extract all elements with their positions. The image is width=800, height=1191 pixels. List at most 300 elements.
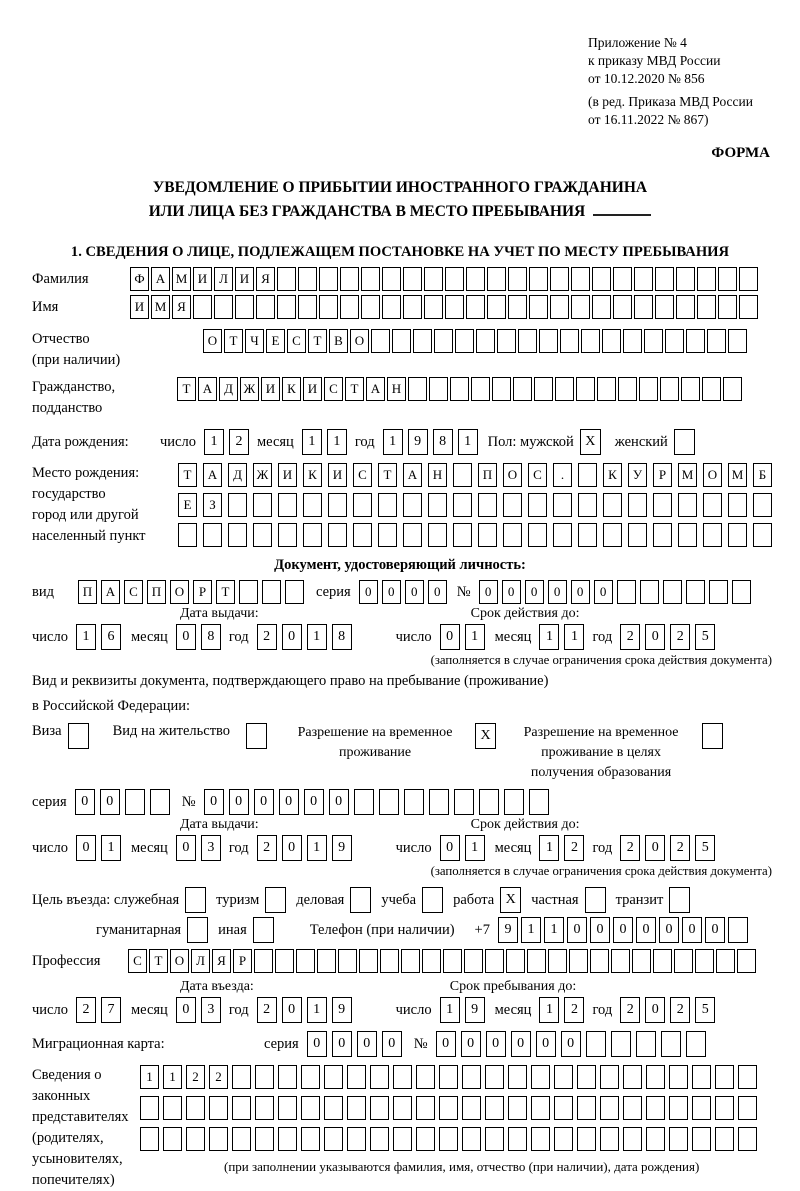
char-cell[interactable]: Ч	[245, 329, 264, 353]
char-cell[interactable]: Р	[233, 949, 252, 973]
char-cell[interactable]: О	[703, 463, 722, 487]
char-cell[interactable]	[529, 267, 548, 291]
char-cell[interactable]	[298, 295, 317, 319]
char-cell[interactable]: Л	[214, 267, 233, 291]
char-cell[interactable]	[623, 1127, 642, 1151]
residence-permit-checkbox[interactable]	[246, 723, 267, 749]
char-cell[interactable]	[737, 949, 756, 973]
char-cell[interactable]	[485, 949, 504, 973]
char-cell[interactable]	[301, 1127, 320, 1151]
char-cell[interactable]: С	[353, 463, 372, 487]
char-cell[interactable]: О	[203, 329, 222, 353]
char-cell[interactable]	[428, 523, 447, 547]
char-cell[interactable]	[571, 295, 590, 319]
char-cell[interactable]	[416, 1127, 435, 1151]
char-cell[interactable]: 2	[670, 997, 690, 1023]
char-cell[interactable]	[554, 1127, 573, 1151]
char-cell[interactable]	[232, 1096, 251, 1120]
char-cell[interactable]: С	[124, 580, 143, 604]
char-cell[interactable]	[578, 493, 597, 517]
char-cell[interactable]	[453, 463, 472, 487]
char-cell[interactable]: 1	[307, 997, 327, 1023]
char-cell[interactable]: 0	[204, 789, 224, 815]
char-cell[interactable]: И	[278, 463, 297, 487]
char-cell[interactable]	[140, 1096, 159, 1120]
char-cell[interactable]	[613, 295, 632, 319]
char-cell[interactable]	[503, 493, 522, 517]
char-cell[interactable]: Б	[753, 463, 772, 487]
char-cell[interactable]	[586, 1031, 606, 1057]
char-cell[interactable]	[497, 329, 516, 353]
char-cell[interactable]	[416, 1065, 435, 1089]
sex-female-checkbox[interactable]	[674, 429, 695, 455]
char-cell[interactable]: 0	[176, 997, 196, 1023]
char-cell[interactable]: 9	[498, 917, 518, 943]
char-cell[interactable]	[674, 949, 693, 973]
char-cell[interactable]	[466, 295, 485, 319]
char-cell[interactable]	[576, 377, 595, 401]
char-cell[interactable]	[707, 329, 726, 353]
char-cell[interactable]	[738, 1096, 757, 1120]
char-cell[interactable]	[646, 1065, 665, 1089]
char-cell[interactable]: О	[170, 580, 189, 604]
char-cell[interactable]: И	[235, 267, 254, 291]
char-cell[interactable]	[285, 580, 304, 604]
char-cell[interactable]	[686, 580, 705, 604]
char-cell[interactable]	[255, 1065, 274, 1089]
char-cell[interactable]: А	[203, 463, 222, 487]
char-cell[interactable]	[324, 1127, 343, 1151]
char-cell[interactable]	[328, 493, 347, 517]
char-cell[interactable]	[577, 1096, 596, 1120]
char-cell[interactable]	[506, 949, 525, 973]
char-cell[interactable]	[623, 1096, 642, 1120]
char-cell[interactable]: 0	[254, 789, 274, 815]
char-cell[interactable]	[550, 295, 569, 319]
char-cell[interactable]: С	[128, 949, 147, 973]
char-cell[interactable]: Ж	[240, 377, 259, 401]
char-cell[interactable]	[686, 1031, 706, 1057]
char-cell[interactable]	[404, 789, 424, 815]
char-cell[interactable]: 1	[204, 429, 224, 455]
char-cell[interactable]	[485, 1065, 504, 1089]
char-cell[interactable]	[504, 789, 524, 815]
char-cell[interactable]	[340, 295, 359, 319]
char-cell[interactable]: 1	[539, 997, 559, 1023]
char-cell[interactable]: 2	[564, 997, 584, 1023]
char-cell[interactable]	[732, 580, 751, 604]
char-cell[interactable]	[660, 377, 679, 401]
char-cell[interactable]	[379, 789, 399, 815]
char-cell[interactable]	[434, 329, 453, 353]
char-cell[interactable]: 0	[282, 997, 302, 1023]
char-cell[interactable]: 5	[695, 997, 715, 1023]
char-cell[interactable]: П	[78, 580, 97, 604]
char-cell[interactable]	[554, 1065, 573, 1089]
char-cell[interactable]: С	[528, 463, 547, 487]
char-cell[interactable]	[569, 949, 588, 973]
char-cell[interactable]	[403, 493, 422, 517]
char-cell[interactable]	[301, 1065, 320, 1089]
char-cell[interactable]: Я	[256, 267, 275, 291]
char-cell[interactable]	[235, 295, 254, 319]
char-cell[interactable]: 5	[695, 835, 715, 861]
char-cell[interactable]	[653, 493, 672, 517]
char-cell[interactable]	[424, 267, 443, 291]
char-cell[interactable]	[347, 1127, 366, 1151]
char-cell[interactable]	[539, 329, 558, 353]
char-cell[interactable]: 0	[329, 789, 349, 815]
char-cell[interactable]	[354, 789, 374, 815]
char-cell[interactable]: Ф	[130, 267, 149, 291]
char-cell[interactable]	[353, 523, 372, 547]
char-cell[interactable]	[728, 329, 747, 353]
char-cell[interactable]	[476, 329, 495, 353]
char-cell[interactable]	[275, 949, 294, 973]
char-cell[interactable]	[450, 377, 469, 401]
char-cell[interactable]: 0	[705, 917, 725, 943]
char-cell[interactable]	[163, 1096, 182, 1120]
char-cell[interactable]	[214, 295, 233, 319]
char-cell[interactable]	[253, 523, 272, 547]
char-cell[interactable]	[324, 1096, 343, 1120]
char-cell[interactable]	[239, 580, 258, 604]
char-cell[interactable]: А	[198, 377, 217, 401]
char-cell[interactable]: И	[130, 295, 149, 319]
purpose-humanitarian-checkbox[interactable]	[187, 917, 208, 943]
char-cell[interactable]: 2	[564, 835, 584, 861]
char-cell[interactable]	[353, 493, 372, 517]
char-cell[interactable]: 0	[229, 789, 249, 815]
char-cell[interactable]: 2	[620, 835, 640, 861]
purpose-tourism-checkbox[interactable]	[265, 887, 286, 913]
char-cell[interactable]: А	[403, 463, 422, 487]
char-cell[interactable]: 2	[76, 997, 96, 1023]
char-cell[interactable]	[403, 523, 422, 547]
char-cell[interactable]	[209, 1096, 228, 1120]
char-cell[interactable]	[655, 267, 674, 291]
char-cell[interactable]	[462, 1096, 481, 1120]
char-cell[interactable]	[590, 949, 609, 973]
char-cell[interactable]: 0	[536, 1031, 556, 1057]
char-cell[interactable]	[632, 949, 651, 973]
char-cell[interactable]	[753, 523, 772, 547]
char-cell[interactable]: 1	[521, 917, 541, 943]
char-cell[interactable]	[681, 377, 700, 401]
char-cell[interactable]	[534, 377, 553, 401]
char-cell[interactable]: И	[193, 267, 212, 291]
char-cell[interactable]	[163, 1127, 182, 1151]
char-cell[interactable]	[634, 267, 653, 291]
char-cell[interactable]: 0	[357, 1031, 377, 1057]
char-cell[interactable]	[254, 949, 273, 973]
char-cell[interactable]: 0	[461, 1031, 481, 1057]
char-cell[interactable]	[328, 523, 347, 547]
char-cell[interactable]	[150, 789, 170, 815]
char-cell[interactable]: О	[170, 949, 189, 973]
char-cell[interactable]: У	[628, 463, 647, 487]
char-cell[interactable]	[193, 295, 212, 319]
char-cell[interactable]: 3	[201, 835, 221, 861]
char-cell[interactable]: Р	[653, 463, 672, 487]
char-cell[interactable]: 2	[229, 429, 249, 455]
char-cell[interactable]	[676, 295, 695, 319]
char-cell[interactable]	[303, 523, 322, 547]
char-cell[interactable]: 0	[636, 917, 656, 943]
char-cell[interactable]: М	[728, 463, 747, 487]
char-cell[interactable]	[697, 267, 716, 291]
char-cell[interactable]	[528, 493, 547, 517]
char-cell[interactable]: Т	[224, 329, 243, 353]
char-cell[interactable]	[462, 1127, 481, 1151]
char-cell[interactable]: 0	[502, 580, 521, 604]
char-cell[interactable]	[600, 1127, 619, 1151]
char-cell[interactable]	[256, 295, 275, 319]
purpose-study-checkbox[interactable]	[422, 887, 443, 913]
char-cell[interactable]: Н	[428, 463, 447, 487]
char-cell[interactable]	[692, 1065, 711, 1089]
char-cell[interactable]	[278, 493, 297, 517]
char-cell[interactable]	[508, 1065, 527, 1089]
char-cell[interactable]	[715, 1096, 734, 1120]
char-cell[interactable]: 0	[332, 1031, 352, 1057]
char-cell[interactable]: П	[147, 580, 166, 604]
char-cell[interactable]: В	[329, 329, 348, 353]
char-cell[interactable]	[370, 1127, 389, 1151]
char-cell[interactable]	[361, 267, 380, 291]
char-cell[interactable]	[715, 1065, 734, 1089]
char-cell[interactable]	[277, 295, 296, 319]
char-cell[interactable]	[232, 1065, 251, 1089]
edu-residence-checkbox[interactable]	[702, 723, 723, 749]
char-cell[interactable]	[592, 267, 611, 291]
char-cell[interactable]	[518, 329, 537, 353]
char-cell[interactable]	[338, 949, 357, 973]
char-cell[interactable]: 0	[382, 1031, 402, 1057]
char-cell[interactable]	[600, 1065, 619, 1089]
char-cell[interactable]	[715, 1127, 734, 1151]
char-cell[interactable]	[340, 267, 359, 291]
char-cell[interactable]	[640, 580, 659, 604]
char-cell[interactable]	[416, 1096, 435, 1120]
char-cell[interactable]	[508, 1127, 527, 1151]
char-cell[interactable]: 1	[465, 835, 485, 861]
char-cell[interactable]: 0	[645, 997, 665, 1023]
char-cell[interactable]: З	[203, 493, 222, 517]
char-cell[interactable]: 2	[620, 997, 640, 1023]
char-cell[interactable]: 2	[670, 624, 690, 650]
char-cell[interactable]	[527, 949, 546, 973]
char-cell[interactable]	[209, 1127, 228, 1151]
char-cell[interactable]	[578, 463, 597, 487]
char-cell[interactable]	[378, 523, 397, 547]
char-cell[interactable]	[455, 329, 474, 353]
char-cell[interactable]: 0	[440, 835, 460, 861]
char-cell[interactable]: К	[303, 463, 322, 487]
char-cell[interactable]: 1	[440, 997, 460, 1023]
char-cell[interactable]	[702, 377, 721, 401]
char-cell[interactable]: Л	[191, 949, 210, 973]
char-cell[interactable]: 2	[670, 835, 690, 861]
char-cell[interactable]	[319, 267, 338, 291]
char-cell[interactable]	[723, 377, 742, 401]
char-cell[interactable]	[644, 329, 663, 353]
char-cell[interactable]	[424, 295, 443, 319]
char-cell[interactable]: 0	[525, 580, 544, 604]
char-cell[interactable]	[503, 523, 522, 547]
char-cell[interactable]: Т	[378, 463, 397, 487]
char-cell[interactable]: 0	[436, 1031, 456, 1057]
char-cell[interactable]: М	[678, 463, 697, 487]
char-cell[interactable]	[728, 917, 748, 943]
char-cell[interactable]: 0	[428, 580, 447, 604]
char-cell[interactable]: 8	[332, 624, 352, 650]
char-cell[interactable]	[716, 949, 735, 973]
char-cell[interactable]	[508, 295, 527, 319]
char-cell[interactable]	[317, 949, 336, 973]
char-cell[interactable]	[611, 1031, 631, 1057]
char-cell[interactable]	[429, 377, 448, 401]
char-cell[interactable]	[623, 329, 642, 353]
char-cell[interactable]: 2	[209, 1065, 228, 1089]
char-cell[interactable]	[462, 1065, 481, 1089]
char-cell[interactable]	[728, 493, 747, 517]
char-cell[interactable]	[370, 1065, 389, 1089]
char-cell[interactable]	[454, 789, 474, 815]
char-cell[interactable]	[125, 789, 145, 815]
char-cell[interactable]: 8	[201, 624, 221, 650]
char-cell[interactable]	[203, 523, 222, 547]
char-cell[interactable]: 9	[465, 997, 485, 1023]
char-cell[interactable]: 1	[140, 1065, 159, 1089]
char-cell[interactable]	[513, 377, 532, 401]
char-cell[interactable]: 0	[176, 835, 196, 861]
char-cell[interactable]	[371, 329, 390, 353]
visa-checkbox[interactable]	[68, 723, 89, 749]
char-cell[interactable]: 1	[383, 429, 403, 455]
char-cell[interactable]: 2	[620, 624, 640, 650]
char-cell[interactable]	[669, 1127, 688, 1151]
char-cell[interactable]: 0	[382, 580, 401, 604]
char-cell[interactable]	[628, 523, 647, 547]
char-cell[interactable]	[571, 267, 590, 291]
char-cell[interactable]	[655, 295, 674, 319]
char-cell[interactable]	[262, 580, 281, 604]
char-cell[interactable]	[529, 789, 549, 815]
char-cell[interactable]: С	[287, 329, 306, 353]
char-cell[interactable]: 1	[101, 835, 121, 861]
char-cell[interactable]: Т	[308, 329, 327, 353]
char-cell[interactable]: 9	[332, 835, 352, 861]
char-cell[interactable]: 1	[327, 429, 347, 455]
char-cell[interactable]	[739, 267, 758, 291]
char-cell[interactable]	[603, 493, 622, 517]
char-cell[interactable]	[471, 377, 490, 401]
char-cell[interactable]	[479, 789, 499, 815]
purpose-private-checkbox[interactable]	[585, 887, 606, 913]
char-cell[interactable]: 0	[76, 835, 96, 861]
char-cell[interactable]	[403, 267, 422, 291]
char-cell[interactable]	[553, 523, 572, 547]
char-cell[interactable]: 0	[359, 580, 378, 604]
char-cell[interactable]	[553, 493, 572, 517]
char-cell[interactable]	[623, 1065, 642, 1089]
char-cell[interactable]	[646, 1127, 665, 1151]
char-cell[interactable]: 0	[645, 624, 665, 650]
char-cell[interactable]	[703, 523, 722, 547]
char-cell[interactable]	[347, 1096, 366, 1120]
char-cell[interactable]	[232, 1127, 251, 1151]
char-cell[interactable]	[634, 295, 653, 319]
char-cell[interactable]: Т	[149, 949, 168, 973]
char-cell[interactable]: 0	[304, 789, 324, 815]
char-cell[interactable]	[382, 267, 401, 291]
char-cell[interactable]: 0	[100, 789, 120, 815]
char-cell[interactable]	[577, 1127, 596, 1151]
char-cell[interactable]: 0	[282, 624, 302, 650]
char-cell[interactable]	[413, 329, 432, 353]
char-cell[interactable]	[464, 949, 483, 973]
char-cell[interactable]	[370, 1096, 389, 1120]
char-cell[interactable]	[739, 295, 758, 319]
char-cell[interactable]	[303, 493, 322, 517]
char-cell[interactable]: А	[151, 267, 170, 291]
char-cell[interactable]	[378, 493, 397, 517]
char-cell[interactable]	[445, 267, 464, 291]
char-cell[interactable]	[301, 1096, 320, 1120]
char-cell[interactable]: 0	[645, 835, 665, 861]
char-cell[interactable]	[359, 949, 378, 973]
char-cell[interactable]	[548, 949, 567, 973]
char-cell[interactable]: 2	[257, 997, 277, 1023]
char-cell[interactable]: Д	[228, 463, 247, 487]
char-cell[interactable]: 3	[201, 997, 221, 1023]
char-cell[interactable]: 1	[307, 835, 327, 861]
char-cell[interactable]: 5	[695, 624, 715, 650]
char-cell[interactable]: 9	[408, 429, 428, 455]
char-cell[interactable]	[665, 329, 684, 353]
char-cell[interactable]	[439, 1065, 458, 1089]
char-cell[interactable]: Т	[345, 377, 364, 401]
char-cell[interactable]: 6	[101, 624, 121, 650]
char-cell[interactable]: 9	[332, 997, 352, 1023]
char-cell[interactable]	[445, 295, 464, 319]
char-cell[interactable]	[278, 1127, 297, 1151]
char-cell[interactable]	[577, 1065, 596, 1089]
char-cell[interactable]	[393, 1065, 412, 1089]
char-cell[interactable]	[278, 1096, 297, 1120]
char-cell[interactable]	[443, 949, 462, 973]
char-cell[interactable]	[528, 523, 547, 547]
char-cell[interactable]: М	[172, 267, 191, 291]
char-cell[interactable]	[678, 523, 697, 547]
char-cell[interactable]	[347, 1065, 366, 1089]
char-cell[interactable]	[255, 1096, 274, 1120]
char-cell[interactable]	[453, 523, 472, 547]
char-cell[interactable]	[555, 377, 574, 401]
char-cell[interactable]: 2	[257, 624, 277, 650]
char-cell[interactable]	[718, 295, 737, 319]
char-cell[interactable]	[429, 789, 449, 815]
char-cell[interactable]: А	[366, 377, 385, 401]
char-cell[interactable]	[392, 329, 411, 353]
char-cell[interactable]	[186, 1096, 205, 1120]
char-cell[interactable]	[186, 1127, 205, 1151]
char-cell[interactable]: Н	[387, 377, 406, 401]
char-cell[interactable]	[319, 295, 338, 319]
char-cell[interactable]	[686, 329, 705, 353]
char-cell[interactable]	[439, 1096, 458, 1120]
